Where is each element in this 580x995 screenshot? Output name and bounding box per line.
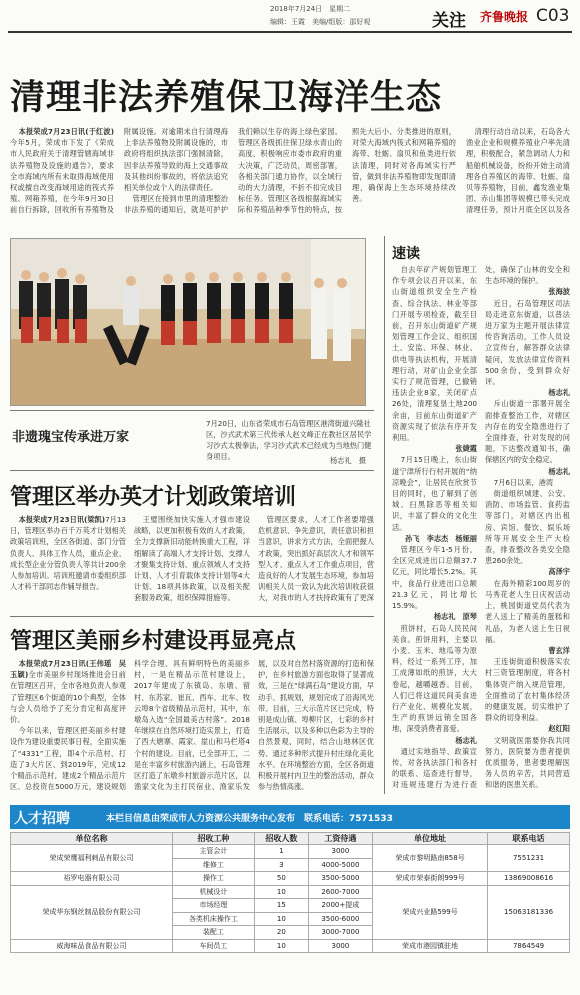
- job-table-row: [11, 939, 570, 953]
- section-title: 关注: [432, 11, 466, 31]
- job-wage: 3500-6000: [308, 912, 372, 926]
- photo-illustration: [11, 239, 365, 405]
- job-title: 机械设计: [173, 885, 255, 899]
- job-wage: 2600-7000: [308, 885, 372, 899]
- recruit-banner-text: 本栏目信息由荣成市人力资源公共服务中心发布 联系电话：7571533: [106, 814, 393, 824]
- job-table-column-header: 单位地址: [372, 833, 487, 845]
- article-village-headline: 管理区美丽乡村建设再显亮点: [10, 629, 297, 654]
- job-table-row: [11, 872, 570, 886]
- job-count: 1: [254, 845, 308, 859]
- job-phone: 15063181336: [488, 885, 570, 939]
- job-count: 15: [254, 899, 308, 913]
- brief-credit: 张海波: [548, 287, 570, 297]
- page-number: C03: [536, 6, 570, 26]
- article-talent-headline: 管理区举办英才计划政策培训: [10, 485, 297, 510]
- job-table-column-header: 招收工种: [173, 833, 255, 845]
- article-paragraph: 管理区要求，人才工作者要增强危机意识、争先意识，责任意识和担当意识，讲求方式方法，全面把握人才政策，突出抓好高层次人才和领军型人才、重点人才工作重点项目，营造良好的人才发展生态环境，参加培训相关人员一致认为此次培训收获很大，对我市的人才扶持政策有了更深: [258, 515, 374, 603]
- article-village-body: [10, 658, 374, 794]
- brief-item: 管理区今年1-5月份，全区完成进出口总额37.7亿元，同比增长5.2%。其中，食品行业进出口总额21.3亿元，同比增长15.9%。: [392, 545, 477, 611]
- job-unit: 荣成华东钢丝制品股份有限公司: [11, 885, 173, 939]
- brief-credit: 杨志礼: [548, 466, 570, 476]
- divider: [10, 470, 374, 471]
- article-paragraph: 今年以来，管理区把美丽乡村建设作为建设重要民事日程，全面实施了“4331”工程，即4个示范村、打造了3大片区、到2019年，完成12个精品示范村，建成2个精品示范片区、总投资在5000万元，建设规划科学合理、具有鲜明特色的美丽乡村，一是在精品示范村建设上，2017年建成了东镇岛、东墩、留村、东苏家、崔瓦、西车、北车、牧云埠8个省级精品示范村，其中，东墩岛入选“全国最美古村落”。2018年继续在自然环境打造实景上，打造了西大塘寨、霞家、崖山和马栏塔4个村的建设。目前，已全部开工，二是在丰富乡村旅游内涵上，石岛管理区打造了东墩乡村旅游示范片区，以渔家文化为主打民宿业、渔家乐发展，以及对自然村落资源的打造和保护，在乡村旅游方面也取得了显著成效，三是在“绿满石岛”建设方面，早动手、抓规划，规划完成了沿海风光带。目前，三大示范片区已完成，特别是成山镇、埠柳片区，七彩的乡村生活展示，以及多种以色彩为主导的自然景观，同时，结合山地林区优势、通过多种形式提升村庄绿化美化水平。在环境整治方面，全区各街道积极开展村内卫生的整治活动，群众参与热情高涨。: [10, 659, 374, 792]
- article-paragraph: 全市美丽乡村现场推进会日前在管理区召开，全市各地负责人参观了管理区6个街道的10个典型，全体与会人员给予了充分肯定和高度评价。: [10, 670, 126, 725]
- brief-item: 自去年矿产规划管理工作专项会议召开以来，东山街道组织安全生产检查、综合执法、林业等部门开展专项检查，截至目前，召开东山街道矿产规划管理工作会议、组织国土、安监、环保、林业、供电等执法机构，开展清理行动，对矿山企业全部实行了规范管理，已撤销违法企业8家，关闭矿点26处，清理复垦土地200余亩，目前东山街道矿产资源实现了依法有序开发利用。: [392, 265, 477, 443]
- job-table-column-header: 单位名称: [11, 833, 173, 845]
- job-table-header: [11, 833, 570, 845]
- job-unit: 裕罗电器有限公司: [11, 872, 173, 886]
- briefs-column: [392, 264, 570, 794]
- photo-caption-text: 7月20日，山东省荣成市石岛管理区港湾街道兴隆社区，沙式武术第三代传承人赵文峰正在教社区居民学习沙式太极拳法，学习沙式武术已经成为当地热门健身项目。: [206, 419, 372, 461]
- job-count: 10: [254, 885, 308, 899]
- brief-credit: 赵红阳: [548, 724, 570, 734]
- article-byline: 本报荣成7月23日讯(于红波): [18, 127, 114, 136]
- job-wage: 3000: [308, 845, 372, 859]
- article-paragraph: 清理行动自动以来，石岛各大渔业企业和规模养殖业户率先清理，积极配合，紧急调动人力和船舶机械设备，纷纷开始主动清理各自养殖区的海带、牡蛎、扇贝等养殖物，目前，鑫发渔业集团、赤山集团等规模已带头完成清理任务，预计月底全区以及各: [466, 127, 570, 215]
- job-count: 3: [254, 858, 308, 872]
- brief-credit: 张婕霞: [455, 444, 477, 454]
- job-phone: 7551231: [488, 845, 570, 872]
- brief-credit: 孙飞 李志杰 杨娅丽: [405, 533, 477, 543]
- job-table-row: [11, 845, 570, 859]
- recruit-logo: 人才招聘: [14, 811, 70, 827]
- brief-item: 煎饼村，石岛人民民间美食。煎饼用料，主要以小麦、玉米、地瓜等为原料，经过一系列工序，加工成薄如纸的煎饼，大大卷起，越嚼越香。目前，人们已将这道民间美食进行产业化、规模化发展，生产的煎饼远销全国各地，深受消费者喜爱。: [392, 623, 477, 734]
- brief-credit: 高泽宇: [548, 567, 570, 577]
- job-table-column-header: 联系电话: [488, 833, 570, 845]
- job-wage: 3500-5000: [308, 872, 372, 886]
- brief-credit: 曹玄洋: [548, 645, 570, 655]
- job-wage: 4000-5000: [308, 858, 372, 872]
- job-address: 荣成市荣泰街朗999号: [372, 872, 487, 886]
- job-table-column-header: 招收人数: [254, 833, 308, 845]
- taiji-photo: [10, 238, 366, 406]
- job-count: 10: [254, 939, 308, 953]
- newspaper-logo: 齐鲁晚报: [480, 10, 529, 24]
- brief-item: 近日，石岛管理区司法局走进京东街道，以普法进万家为主题开展法律宣传咨询活动，工作人员设立宣传台，解答群众法律疑问，发放法律宣传资料500余份，受到群众好评。: [485, 298, 570, 387]
- brief-item: 王连街街道积极落实农村三资管理制度，将各村集体资产纳入规范管理，全面推动了农村集体经济的健康发展，切实维护了群众的切身利益。: [485, 657, 570, 723]
- brief-item: 街道组织城建、公安、消防、市场监管、食药监等部门，对辖区内出租房、宾馆、餐饮、娱乐场所等开展安全生产大检查，排查整改各类安全隐患260余处。: [485, 489, 570, 566]
- brief-credit: 杨志礼: [548, 388, 570, 398]
- brief-credit: 杨志礼: [455, 735, 477, 745]
- job-address: 荣成兴业路599号: [372, 885, 487, 939]
- job-table-column-header: 工资待遇: [308, 833, 372, 845]
- job-phone: 7864549: [488, 939, 570, 953]
- job-wage: 3000: [308, 939, 372, 953]
- page-date: 2018年7月24日 星期二: [270, 5, 351, 13]
- briefs-list: [392, 264, 570, 794]
- brief-item: 通过实地指导、政策宣传，对各执法部门和各村的联系、巡查进行督导，对违规违建行为进行查处，确保了山林的安全和生态环境的保护。: [392, 265, 570, 790]
- job-unit: 荣成荣鹰福利刺品有限公司: [11, 845, 173, 872]
- article-ocean-body: [10, 126, 570, 226]
- editor-credits: 编辑：王霞 美编/组版：邵好观: [270, 18, 371, 26]
- photo-credit: 杨志礼 摄: [330, 456, 366, 465]
- brief-section-title: 速读: [392, 246, 420, 262]
- brief-credit: 杨志礼 原琴: [433, 612, 477, 622]
- job-address: 荣成市黎明路南858号: [372, 845, 487, 872]
- job-title: 主管会计: [173, 845, 255, 859]
- job-count: 20: [254, 926, 308, 940]
- brief-item: 斥山街道一部署开展全面排查整治工作，对辖区内存在的安全隐患进行了全面排查，针对发现的问题，下达整改通知书，确保辖区内的安全稳定。: [485, 399, 570, 465]
- job-unit: 威海味品食品有限公司: [11, 939, 173, 953]
- job-wage: 3000-7000: [308, 926, 372, 940]
- header-rule: [8, 31, 572, 33]
- article-paragraph: 今年5月，荣成市下发了《荣成市人民政府关于清理管辖海域非法养殖物及设施的通告》，要求全市海域内所有未取得海域使用权或擅自改变海域用途的筏式养殖、网箱养殖，在今年9月30日前自行拆除，回收所有养殖物及附属设施。对逾期未自行清理海上非法养殖物及附属设施的，市政府将组织执法部门强制清除，因非法养殖导致的海上交通事故及其他纠纷事故的，将依法追究相关单位或个人的法律责任。: [10, 127, 228, 215]
- brief-item: 文明就医需要你我共同努力，医院要为患者提供优质服务，患者要理解医务人员的辛苦，共同营造和谐的医患关系。: [485, 735, 570, 790]
- job-address: 荣成市港园镇驻地: [372, 939, 487, 953]
- job-title: 各类机床操作工: [173, 912, 255, 926]
- job-count: 10: [254, 912, 308, 926]
- article-paragraph: 7月13日，管理区举办百千万英才计划相关政策培训班，全区各街道、部门分管负责人、具体工作人员，重点企业、成长型企业分管负责人等共计200余人参加培训。培训班邀请市委组织部人才科干部同志作辅导报告。: [10, 515, 126, 592]
- job-title: 维修工: [173, 858, 255, 872]
- main-headline: 清理非法养殖保卫海洋生态: [10, 78, 443, 118]
- divider: [10, 410, 374, 411]
- article-paragraph: 管理区在接到市里的清理整治非法养殖的通知后，就是可护护我们赖以生存的海上绿色家园。管理区各级抓住保卫绿水青山的高度，积极响应市委市政府的重大决策，广泛动员，周密部署，各相关部门通力协作，以全域行动的大力清理，不折不扣完成目标任务。管理区各级根据海域实际和养殖品种季节性的特点，按照先大后小、分类推进的原则，对荣大海域内筏式和网箱养殖的海带、牡蛎、扇贝和鱼类进行依法清理，同时对各海域实行严管，做到非法养殖物即发现即清理，确保海上生态环境持续改善。: [124, 127, 456, 215]
- job-phone: 13869008616: [488, 872, 570, 886]
- brief-item: 在海外精彩100周岁的马秀花老人生日庆祝活动上，桃园街道党员代表为老人送上了精美的蛋糕和礼品，为老人送上生日祝福。: [485, 578, 570, 644]
- job-table-row: [11, 885, 570, 899]
- article-byline: 本报荣成7月23日讯(王伟瑶 吴玉颖): [10, 659, 126, 680]
- article-byline: 本报荣成7月23日讯(梁凯): [18, 515, 106, 524]
- divider: [10, 616, 374, 617]
- job-table: [10, 832, 570, 953]
- job-title: 操作工: [173, 872, 255, 886]
- job-title: 车间员工: [173, 939, 255, 953]
- job-title: 市场经理: [173, 899, 255, 913]
- column-divider: [384, 236, 385, 794]
- photo-caption-title: 非遗瑰宝传承进万家: [12, 430, 130, 445]
- job-wage: 2000+提成: [308, 899, 372, 913]
- article-paragraph: 王璧围绕加快实施人才强市建设战略，以更加积极有效的人才政策，全力支撑新旧动能转换重大工程，详细解读了高端人才支持计划、支撑人才聚集支持计划、重点领域人才支持计划、人才引育载体支持计划等4大计划、18项具体政策，以及相关配套服务政策，组织保障措施等。: [134, 515, 250, 603]
- job-title: 装配工: [173, 926, 255, 940]
- brief-item: 7月15日晚上，东山街道宁津所行行村开展的“纳凉晚会”，让居民在欣赏节目的同时，也了解到了创城、扫黑除恶等相关知识，丰富了群众的文化生活。: [392, 455, 477, 532]
- job-count: 50: [254, 872, 308, 886]
- brief-item: 7月6日以来，港湾: [493, 477, 554, 487]
- article-talent-body: [10, 514, 374, 610]
